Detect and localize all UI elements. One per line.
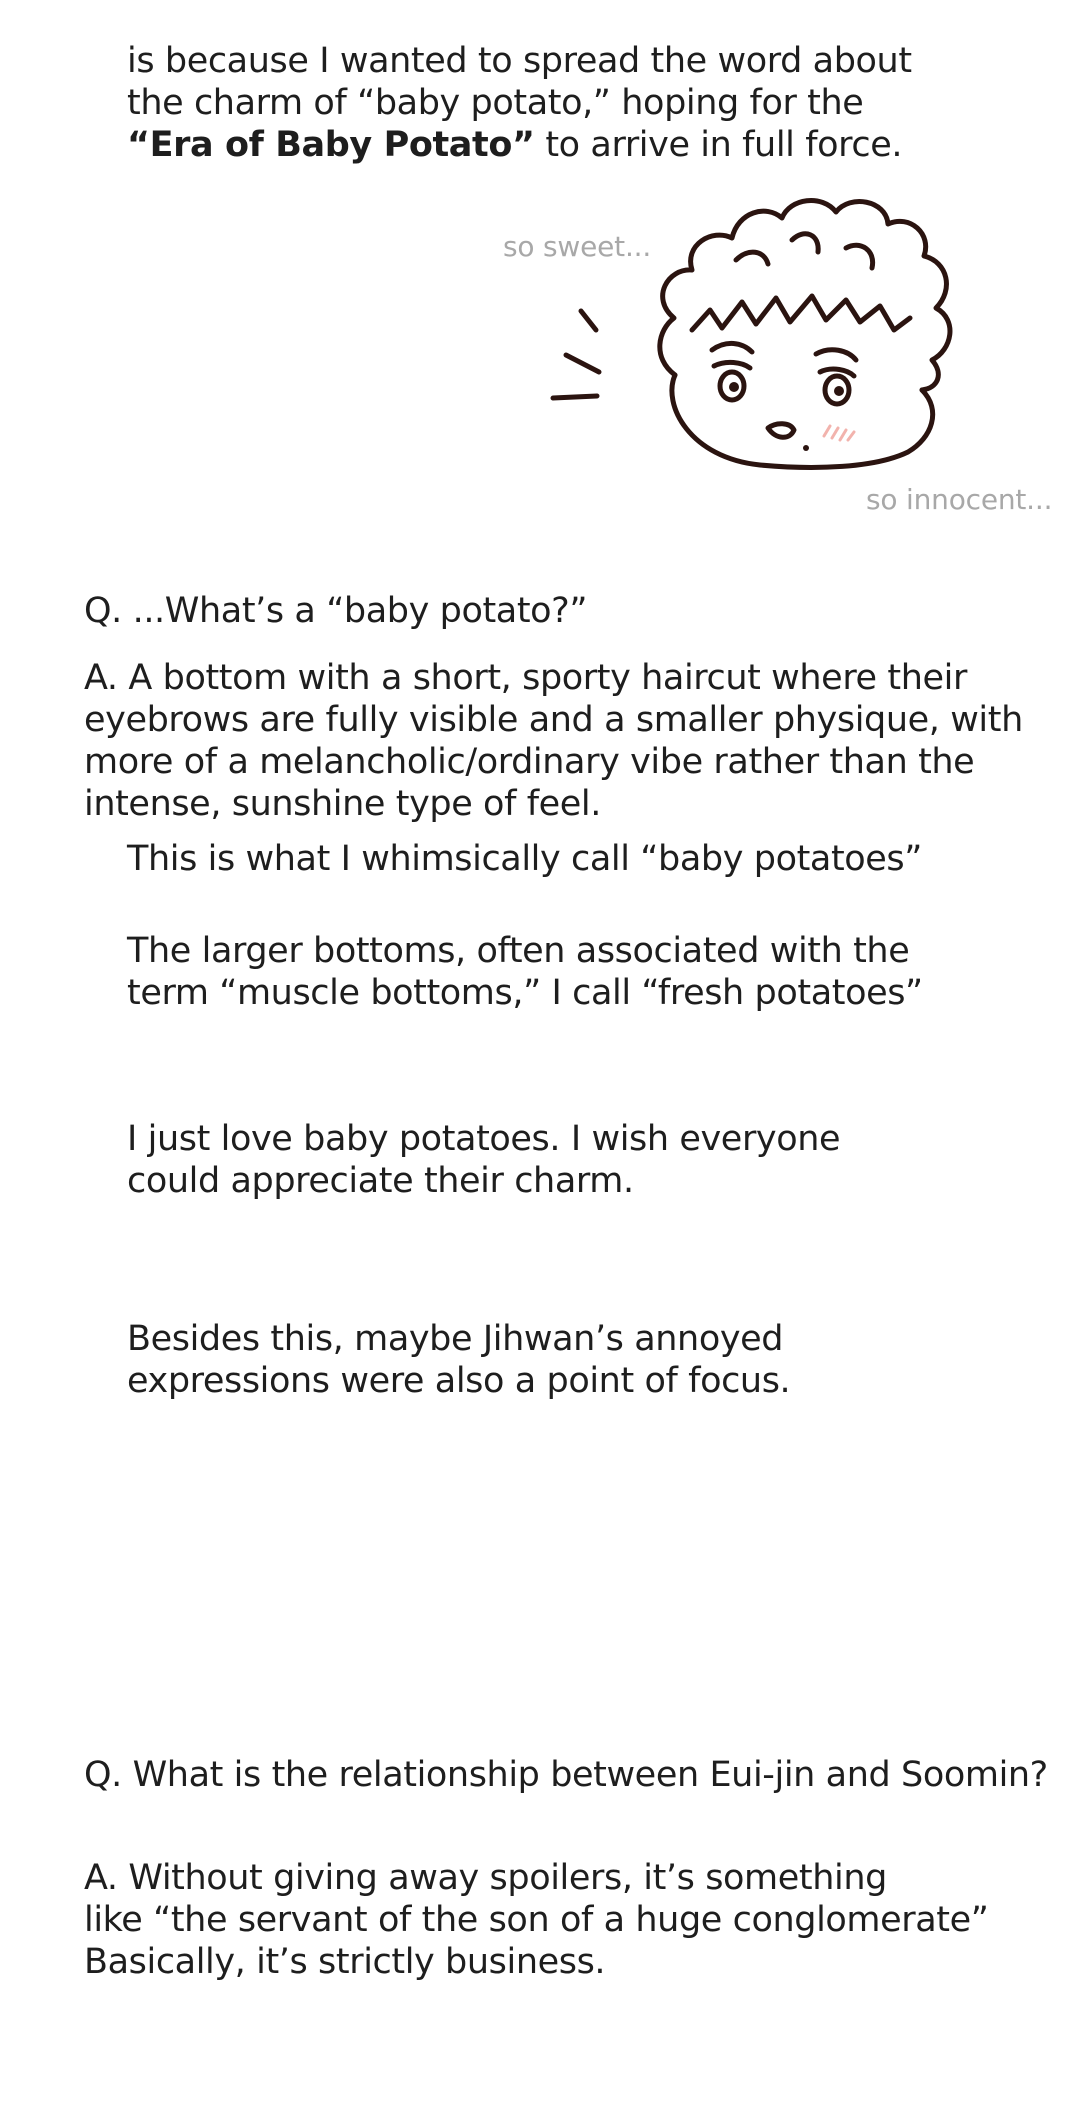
love-baby-potatoes-line-2: could appreciate their charm. <box>127 1161 634 1201</box>
era-of-baby-potato-phrase: “Era of Baby Potato” <box>127 125 535 165</box>
intro-line-1: is because I wanted to spread the word about <box>127 41 912 81</box>
answer-baby-potato-line-1: A. A bottom with a short, sporty haircut where their <box>84 658 967 698</box>
question-baby-potato: Q. ...What’s a “baby potato?” <box>84 591 588 631</box>
question-relationship: Q. What is the relationship between Eui-jin and Soomin? <box>84 1755 1048 1795</box>
love-baby-potatoes-line-1: I just love baby potatoes. I wish everyone <box>127 1119 841 1159</box>
answer-relationship-line-3: Basically, it’s strictly business. <box>84 1942 606 1982</box>
besides-note-line-1: Besides this, maybe Jihwan’s annoyed <box>127 1319 784 1359</box>
answer-baby-potato-line-2: eyebrows are fully visible and a smaller physique, with <box>84 700 1023 740</box>
answer-relationship-line-1: A. Without giving away spoilers, it’s something <box>84 1858 887 1898</box>
emphasis-lines <box>550 300 630 420</box>
besides-note-line-2: expressions were also a point of focus. <box>127 1361 791 1401</box>
intro-line-2: the charm of “baby potato,” hoping for the <box>127 83 864 123</box>
so-innocent-note: so innocent... <box>866 483 1053 516</box>
intro-line-3 <box>127 124 902 166</box>
baby-potatoes-note: This is what I whimsically call “baby potatoes” <box>127 839 923 879</box>
answer-baby-potato-line-4: intense, sunshine type of feel. <box>84 784 601 824</box>
intro-line-3-rest: to arrive in full force. <box>534 125 903 165</box>
fresh-potatoes-note-line-2: term “muscle bottoms,” I call “fresh potatoes” <box>127 973 923 1013</box>
answer-relationship-line-2: like “the servant of the son of a huge conglomerate” <box>84 1900 989 1940</box>
baby-potato-character-drawing <box>640 190 970 480</box>
answer-baby-potato-line-3: more of a melancholic/ordinary vibe rather than the <box>84 742 975 782</box>
fresh-potatoes-note-line-1: The larger bottoms, often associated with the <box>127 931 910 971</box>
so-sweet-note: so sweet... <box>503 230 652 263</box>
